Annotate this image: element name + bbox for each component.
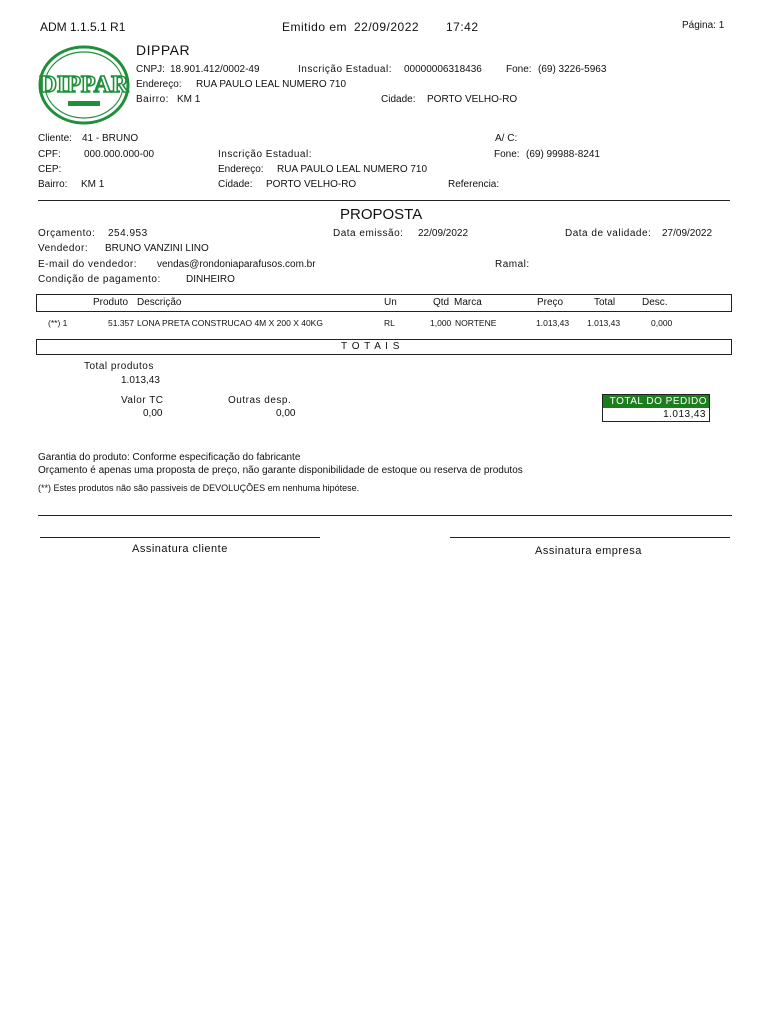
col-total: Total bbox=[594, 297, 616, 308]
client-signature-line bbox=[40, 537, 320, 538]
row-description: LONA PRETA CONSTRUCAO 4M X 200 X 40KG bbox=[137, 318, 323, 328]
email-label: E-mail do vendedor: bbox=[38, 259, 137, 270]
company-address-value: RUA PAULO LEAL NUMERO 710 bbox=[196, 79, 347, 90]
divider bbox=[38, 200, 730, 201]
client-address-label: Endereço: bbox=[218, 164, 264, 175]
company-city-value: PORTO VELHO-RO bbox=[427, 94, 518, 105]
valor-tc-label: Valor TC bbox=[121, 395, 164, 406]
order-total-value: 1.013,43 bbox=[663, 409, 706, 420]
seller-label: Vendedor: bbox=[38, 243, 89, 254]
client-district-value: KM 1 bbox=[81, 179, 105, 190]
emitted-label: Emitido em bbox=[282, 20, 348, 34]
proposal-title: PROPOSTA bbox=[340, 206, 423, 223]
company-district-label: Bairro: bbox=[136, 94, 169, 105]
company-signature-label: Assinatura empresa bbox=[535, 545, 642, 557]
client-phone-value: (69) 99988-8241 bbox=[526, 149, 600, 160]
row-product: 51.357 bbox=[108, 318, 134, 328]
cep-label: CEP: bbox=[38, 164, 62, 175]
col-produto: Produto bbox=[93, 297, 129, 308]
client-district-label: Bairro: bbox=[38, 179, 68, 190]
order-total-label: TOTAL DO PEDIDO bbox=[603, 395, 709, 408]
total-products-value: 1.013,43 bbox=[121, 375, 160, 386]
validity-date: 27/09/2022 bbox=[662, 228, 713, 239]
validity-label: Data de validade: bbox=[565, 228, 652, 239]
company-ie-value: 00000006318436 bbox=[404, 64, 482, 75]
total-products-label: Total produtos bbox=[84, 361, 154, 372]
client-city-value: PORTO VELHO-RO bbox=[266, 179, 357, 190]
emitted-date: 22/09/2022 bbox=[354, 20, 420, 34]
budget-label: Orçamento: bbox=[38, 228, 96, 239]
col-qtd: Qtd bbox=[433, 297, 450, 308]
cnpj-label: CNPJ: bbox=[136, 64, 165, 75]
client-value: 41 - BRUNO bbox=[82, 133, 139, 144]
divider bbox=[38, 515, 732, 516]
emitted-time: 17:42 bbox=[446, 20, 479, 34]
seller-value: BRUNO VANZINI LINO bbox=[105, 243, 209, 254]
col-un: Un bbox=[384, 297, 397, 308]
valor-tc-value: 0,00 bbox=[143, 408, 163, 419]
client-label: Cliente: bbox=[38, 133, 72, 144]
client-signature-label: Assinatura cliente bbox=[132, 543, 228, 555]
client-city-label: Cidade: bbox=[218, 179, 253, 190]
company-district-value: KM 1 bbox=[177, 94, 201, 105]
company-logo bbox=[38, 45, 130, 125]
row-mark: (**) 1 bbox=[48, 318, 68, 328]
client-address-value: RUA PAULO LEAL NUMERO 710 bbox=[277, 164, 428, 175]
ramal-label: Ramal: bbox=[495, 259, 530, 270]
order-total-box bbox=[602, 394, 710, 422]
logo-text: DIPPAR bbox=[39, 72, 129, 98]
cnpj-value: 18.901.412/0002-49 bbox=[170, 64, 260, 75]
client-ie-label: Inscrição Estadual: bbox=[218, 149, 312, 160]
row-marca: NORTENE bbox=[455, 318, 497, 328]
system-version: ADM 1.1.5.1 R1 bbox=[40, 20, 126, 34]
company-city-label: Cidade: bbox=[381, 94, 416, 105]
issue-label: Data emissão: bbox=[333, 228, 404, 239]
warranty-note: Garantia do produto: Conforme especificação do fabricante bbox=[38, 452, 301, 463]
row-qtd: 1,000 bbox=[430, 318, 452, 328]
other-expenses-value: 0,00 bbox=[276, 408, 296, 419]
row-desc: 0,000 bbox=[651, 318, 673, 328]
col-desc: Desc. bbox=[642, 297, 668, 308]
email-value: vendas@rondoniaparafusos.com.br bbox=[157, 259, 316, 270]
company-phone-label: Fone: bbox=[506, 64, 532, 75]
budget-note: Orçamento é apenas uma proposta de preço, não garante disponibilidade de estoque ou reserva de produtos bbox=[38, 465, 523, 476]
company-ie-label: Inscrição Estadual: bbox=[298, 64, 392, 75]
col-descricao: Descrição bbox=[137, 297, 182, 308]
ac-label: A/ C: bbox=[495, 133, 518, 144]
row-total: 1.013,43 bbox=[587, 318, 621, 328]
row-preco: 1.013,43 bbox=[536, 318, 570, 328]
client-phone-label: Fone: bbox=[494, 149, 520, 160]
company-address-label: Endereço: bbox=[136, 79, 182, 90]
returns-note: (**) Estes produtos não são passiveis de DEVOLUÇÕES em nenhuma hipótese. bbox=[38, 483, 360, 493]
issue-date: 22/09/2022 bbox=[418, 228, 469, 239]
row-un: RL bbox=[384, 318, 395, 328]
cpf-label: CPF: bbox=[38, 149, 61, 160]
budget-value: 254.953 bbox=[108, 228, 148, 239]
col-preco: Preço bbox=[537, 297, 564, 308]
reference-label: Referencia: bbox=[448, 179, 500, 190]
totals-title: T O T A I S bbox=[341, 341, 401, 352]
col-marca: Marca bbox=[454, 297, 482, 308]
company-signature-line bbox=[450, 537, 730, 538]
payment-label: Condição de pagamento: bbox=[38, 274, 161, 285]
cpf-value: 000.000.000-00 bbox=[84, 149, 155, 160]
company-phone-value: (69) 3226-5963 bbox=[538, 64, 607, 75]
page-number: Página: 1 bbox=[682, 20, 725, 31]
company-name: DIPPAR bbox=[136, 42, 191, 58]
other-expenses-label: Outras desp. bbox=[228, 395, 292, 406]
payment-value: DINHEIRO bbox=[186, 274, 235, 285]
